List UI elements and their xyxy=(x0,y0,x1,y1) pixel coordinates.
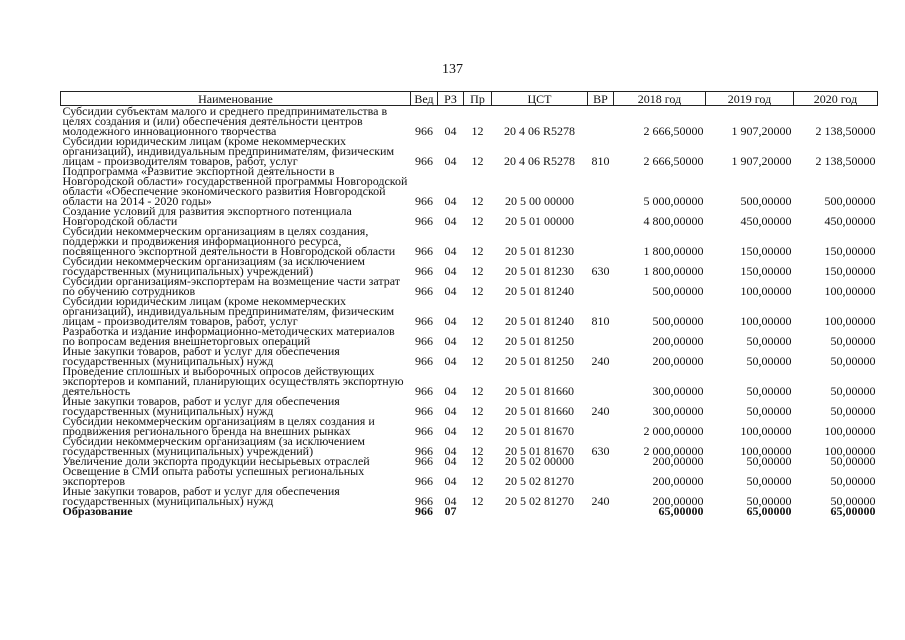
cell-2018: 200,00000 xyxy=(652,454,704,468)
cell-pr: 12 xyxy=(471,494,484,508)
cell-pr: 12 xyxy=(471,314,484,328)
cell-vr xyxy=(588,276,614,296)
cell-2020: 65,00000 xyxy=(830,504,876,518)
cell-name: Создание условий для развития экспортного потенциала Новгородской области xyxy=(62,204,352,228)
cell-name: Образование xyxy=(62,504,133,518)
cell-2018: 300,00000 xyxy=(652,404,704,418)
cell-rz: 04 xyxy=(444,404,457,418)
cell-rz: 04 xyxy=(444,494,457,508)
table-row xyxy=(61,256,878,276)
cell-pr: 12 xyxy=(471,474,484,488)
table-body xyxy=(61,106,878,517)
cell-ved: 966 xyxy=(415,314,433,328)
cell-vr xyxy=(588,416,614,436)
cell-rz: 04 xyxy=(444,474,457,488)
cell-rz: 04 xyxy=(444,124,457,138)
table-row xyxy=(61,396,878,416)
cell-rz: 04 xyxy=(444,314,457,328)
cell-rz: 04 xyxy=(444,354,457,368)
table-row xyxy=(61,166,878,206)
cell-name: Субсидии некоммерческим организациям (за исключением государственных (муниципальных) учреждений) xyxy=(62,434,366,458)
header-2019: 2019 год xyxy=(706,92,794,106)
cell-2019: 50,00000 xyxy=(746,474,792,488)
header-2020: 2020 год xyxy=(794,92,878,106)
header-ved: Вед xyxy=(411,92,438,106)
cell-2020: 150,00000 xyxy=(824,244,876,258)
header-vr: ВР xyxy=(588,92,614,106)
table-row xyxy=(61,206,878,226)
table-row xyxy=(61,466,878,486)
cell-ved: 966 xyxy=(415,444,433,458)
table-row xyxy=(61,416,878,436)
cell-cst: 20 5 01 81230 xyxy=(505,264,574,278)
cell-2018: 200,00000 xyxy=(652,474,704,488)
header-cst: ЦСТ xyxy=(492,92,588,106)
cell-2018: 200,00000 xyxy=(652,354,704,368)
cell-rz: 04 xyxy=(444,284,457,298)
cell-2020: 100,00000 xyxy=(824,314,876,328)
cell-vr xyxy=(588,106,614,137)
cell-cst: 20 4 06 R5278 xyxy=(503,154,575,168)
cell-2020: 2 138,50000 xyxy=(815,154,876,168)
cell-vr: 630 xyxy=(591,444,610,458)
cell-cst: 20 5 01 81660 xyxy=(505,404,574,418)
cell-rz: 04 xyxy=(444,154,457,168)
table-row xyxy=(61,346,878,366)
cell-name: Субсидии некоммерческим организациям в целях создания, поддержки и продвижения информационного ресурса, посвященного экспортной деятельности в Новгородской области xyxy=(62,224,396,258)
cell-ved: 966 xyxy=(415,474,433,488)
cell-pr: 12 xyxy=(471,244,484,258)
cell-ved: 966 xyxy=(415,334,433,348)
table-row xyxy=(61,486,878,506)
cell-pr: 12 xyxy=(471,124,484,138)
header-pr: Пр xyxy=(464,92,492,106)
cell-name: Субсидии субъектам малого и среднего предпринимательства в целях создания и (или) обеспечения деятельности центров молодежного инновационного творчества xyxy=(62,104,388,138)
cell-ved: 966 xyxy=(415,354,433,368)
cell-ved: 966 xyxy=(415,194,433,208)
cell-2018: 200,00000 xyxy=(652,334,704,348)
cell-ved: 966 xyxy=(415,424,433,438)
cell-cst: 20 5 01 81240 xyxy=(505,314,574,328)
cell-pr: 12 xyxy=(471,194,484,208)
cell-2019: 150,00000 xyxy=(740,264,792,278)
cell-vr xyxy=(588,206,614,226)
cell-2020: 150,00000 xyxy=(824,264,876,278)
cell-2020: 50,00000 xyxy=(830,404,876,418)
cell-cst: 20 5 01 81250 xyxy=(505,334,574,348)
cell-cst: 20 5 01 81670 xyxy=(505,424,574,438)
cell-name: Разработка и издание информационно-методических материалов по вопросам ведения внешнеторговых операций xyxy=(62,324,395,348)
cell-pr: 12 xyxy=(471,444,484,458)
cell-pr: 12 xyxy=(471,424,484,438)
cell-name: Иные закупки товаров, работ и услуг для обеспечения государственных (муниципальных) нужд xyxy=(62,344,340,368)
table-row xyxy=(61,136,878,166)
cell-2019: 500,00000 xyxy=(740,194,792,208)
cell-cst: 20 4 06 R5278 xyxy=(503,124,575,138)
cell-cst: 20 5 01 00000 xyxy=(505,214,574,228)
cell-2018: 500,00000 xyxy=(652,314,704,328)
cell-pr: 12 xyxy=(471,354,484,368)
header-rz: РЗ xyxy=(438,92,464,106)
cell-2019: 150,00000 xyxy=(740,244,792,258)
cell-rz: 04 xyxy=(444,244,457,258)
cell-name: Подпрограмма «Развитие экспортной деятельности в Новгородской области» государственной программы Новгородской области «Обеспечение экономического развития Новгородской области на 2014 - 2020 годы» xyxy=(62,164,408,208)
cell-2018: 2 666,50000 xyxy=(643,154,704,168)
cell-2020: 50,00000 xyxy=(830,454,876,468)
cell-name: Субсидии организациям-экспортерам на возмещение части затрат по обучению сотрудников xyxy=(62,274,401,298)
cell-rz: 04 xyxy=(444,384,457,398)
cell-2020: 50,00000 xyxy=(830,494,876,508)
cell-2019: 100,00000 xyxy=(740,444,792,458)
cell-name: Субсидии некоммерческим организациям в целях создания и продвижения регионального бренда на внешних рынках xyxy=(62,414,375,438)
cell-2019: 50,00000 xyxy=(746,354,792,368)
cell-pr: 12 xyxy=(471,454,484,468)
cell-2018: 2 000,00000 xyxy=(643,424,704,438)
cell-vr xyxy=(588,466,614,486)
cell-2018: 2 000,00000 xyxy=(643,444,704,458)
cell-name: Освещение в СМИ опыта работы успешных региональных экспортеров xyxy=(62,464,365,488)
cell-2020: 50,00000 xyxy=(830,474,876,488)
cell-name: Субсидии юридическим лицам (кроме некоммерческих организаций), индивидуальным предпринимателям, физическим лицам - производителям товаров, работ, услуг xyxy=(62,134,395,168)
cell-rz: 04 xyxy=(444,214,457,228)
cell-pr: 12 xyxy=(471,334,484,348)
cell-2019: 50,00000 xyxy=(746,404,792,418)
cell-ved: 966 xyxy=(415,124,433,138)
cell-2018: 1 800,00000 xyxy=(643,244,704,258)
cell-2019: 1 907,20000 xyxy=(731,154,792,168)
cell-2019: 1 907,20000 xyxy=(731,124,792,138)
cell-2020: 50,00000 xyxy=(830,354,876,368)
cell-name: Увеличение доли экспорта продукции несырьевых отраслей xyxy=(62,454,370,468)
cell-pr: 12 xyxy=(471,404,484,418)
cell-2020: 100,00000 xyxy=(824,424,876,438)
cell-rz: 04 xyxy=(444,454,457,468)
cell-pr: 12 xyxy=(471,284,484,298)
cell-pr: 12 xyxy=(471,384,484,398)
cell-2018: 4 800,00000 xyxy=(643,214,704,228)
table-row xyxy=(61,226,878,256)
cell-2018: 65,00000 xyxy=(658,504,704,518)
cell-name: Иные закупки товаров, работ и услуг для обеспечения государственных (муниципальных) нужд xyxy=(62,484,340,508)
cell-cst: 20 5 01 81230 xyxy=(505,244,574,258)
cell-cst: 20 5 02 00000 xyxy=(505,454,574,468)
cell-vr: 810 xyxy=(591,314,610,328)
cell-2018: 2 666,50000 xyxy=(643,124,704,138)
cell-cst: 20 5 01 81250 xyxy=(505,354,574,368)
cell-vr: 240 xyxy=(591,494,610,508)
table-row xyxy=(61,326,878,346)
cell-2020: 2 138,50000 xyxy=(815,124,876,138)
cell-2019: 50,00000 xyxy=(746,494,792,508)
cell-vr: 810 xyxy=(591,154,610,168)
cell-2018: 500,00000 xyxy=(652,284,704,298)
cell-cst: 20 5 02 81270 xyxy=(505,474,574,488)
cell-pr: 12 xyxy=(471,154,484,168)
cell-ved: 966 xyxy=(415,284,433,298)
cell-name: Субсидии некоммерческим организациям (за исключением государственных (муниципальных) учреждений) xyxy=(62,254,366,278)
cell-name: Проведение сплошных и выборочных опросов действующих экспортеров и компаний, планирующих осуществлять экспортную деятельность xyxy=(62,364,404,398)
page-number: 137 xyxy=(442,62,463,77)
cell-2020: 450,00000 xyxy=(824,214,876,228)
cell-2019: 65,00000 xyxy=(746,504,792,518)
cell-pr: 12 xyxy=(471,264,484,278)
cell-2020: 100,00000 xyxy=(824,444,876,458)
cell-2020: 500,00000 xyxy=(824,194,876,208)
cell-ved: 966 xyxy=(415,504,433,518)
cell-ved: 966 xyxy=(415,154,433,168)
cell-cst: 20 5 01 81660 xyxy=(505,384,574,398)
cell-pr: 12 xyxy=(471,214,484,228)
cell-2019: 100,00000 xyxy=(740,424,792,438)
table-row xyxy=(61,106,878,137)
cell-ved: 966 xyxy=(415,214,433,228)
table-row xyxy=(61,436,878,456)
cell-2019: 100,00000 xyxy=(740,284,792,298)
cell-2020: 100,00000 xyxy=(824,284,876,298)
cell-ved: 966 xyxy=(415,494,433,508)
cell-vr: 240 xyxy=(591,354,610,368)
cell-ved: 966 xyxy=(415,454,433,468)
header-name: Наименование xyxy=(61,92,411,106)
cell-vr xyxy=(588,166,614,206)
cell-ved: 966 xyxy=(415,264,433,278)
cell-2019: 100,00000 xyxy=(740,314,792,328)
cell-ved: 966 xyxy=(415,244,433,258)
cell-2018: 300,00000 xyxy=(652,384,704,398)
cell-2018: 200,00000 xyxy=(652,494,704,508)
cell-rz: 04 xyxy=(444,334,457,348)
cell-2019: 50,00000 xyxy=(746,334,792,348)
table-row xyxy=(61,296,878,326)
cell-rz: 04 xyxy=(444,424,457,438)
cell-vr xyxy=(588,226,614,256)
cell-ved: 966 xyxy=(415,404,433,418)
cell-rz: 04 xyxy=(444,444,457,458)
cell-vr: 240 xyxy=(591,404,610,418)
cell-rz: 04 xyxy=(444,194,457,208)
cell-name: Субсидии юридическим лицам (кроме некоммерческих организаций), индивидуальным предпринимателям, физическим лицам - производителям товаров, работ, услуг xyxy=(62,294,395,328)
cell-2018: 5 000,00000 xyxy=(643,194,704,208)
cell-2019: 50,00000 xyxy=(746,454,792,468)
cell-vr xyxy=(588,326,614,346)
header-2018: 2018 год xyxy=(614,92,706,106)
cell-cst: 20 5 00 00000 xyxy=(505,194,574,208)
cell-cst: 20 5 02 81270 xyxy=(505,494,574,508)
cell-2020: 50,00000 xyxy=(830,384,876,398)
cell-ved: 966 xyxy=(415,384,433,398)
cell-cst: 20 5 01 81670 xyxy=(505,444,574,458)
cell-cst: 20 5 01 81240 xyxy=(505,284,574,298)
cell-2020: 50,00000 xyxy=(830,334,876,348)
cell-2019: 50,00000 xyxy=(746,384,792,398)
cell-2018: 1 800,00000 xyxy=(643,264,704,278)
cell-vr xyxy=(588,366,614,396)
table-row xyxy=(61,276,878,296)
table-row xyxy=(61,366,878,396)
cell-name: Иные закупки товаров, работ и услуг для обеспечения государственных (муниципальных) нужд xyxy=(62,394,340,418)
cell-vr: 630 xyxy=(591,264,610,278)
cell-rz: 07 xyxy=(444,504,457,518)
cell-rz: 04 xyxy=(444,264,457,278)
cell-2019: 450,00000 xyxy=(740,214,792,228)
budget-table xyxy=(60,91,878,516)
